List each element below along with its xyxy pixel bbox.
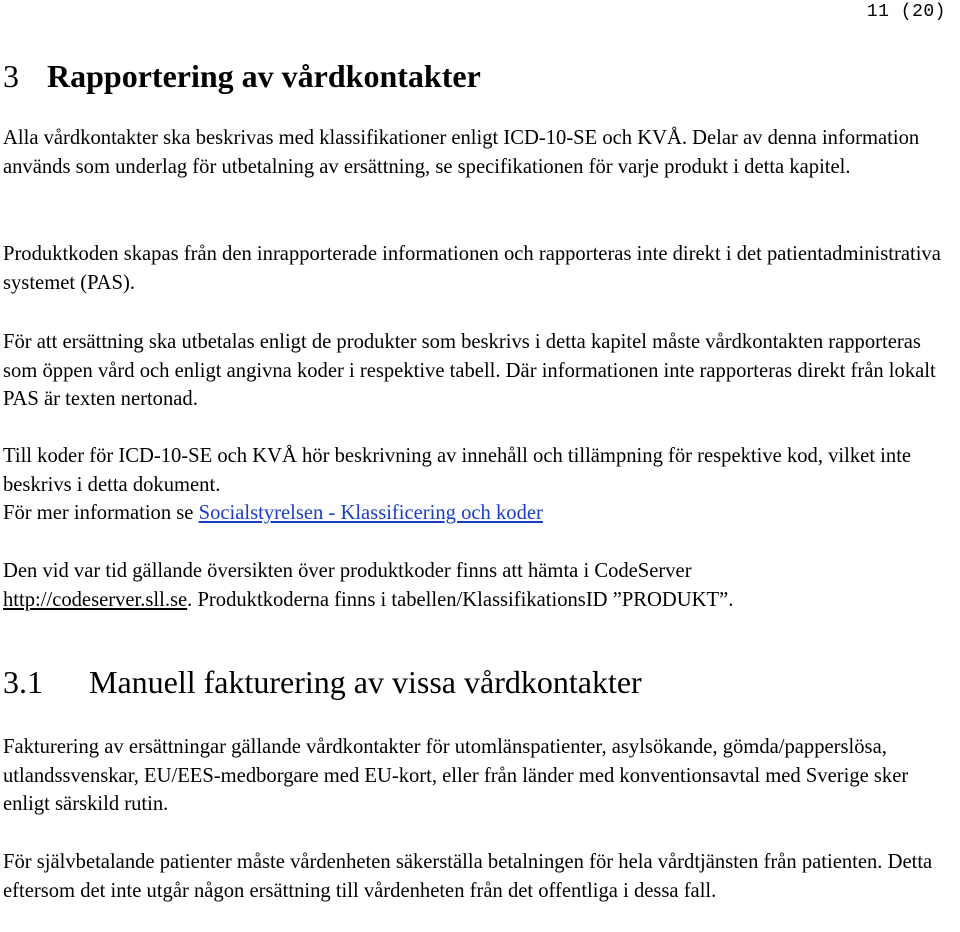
- socialstyrelsen-link[interactable]: Socialstyrelsen - Klassificering och koder: [198, 502, 543, 524]
- codeserver-url-link[interactable]: http://codeserver.sll.se: [3, 588, 188, 611]
- section-title: Rapportering av vårdkontakter: [47, 58, 481, 94]
- section-number: 3: [3, 58, 19, 94]
- paragraph-product-code: Produktkoden skapas från den inrapporterade informationen och rapporteras inte direkt i det patientadministrativa systemet (PAS).: [3, 243, 941, 294]
- paragraph-manual-invoicing: Fakturering av ersättningar gällande vårdkontakter för utomlänspatienter, asylsökande, gömda/papperslösa, utlandssvenskar, EU/EES-medborgare med EU-kort, eller från länder med konventionsavtal med Sverige sker enligt särskild rutin.: [3, 736, 909, 815]
- paragraph-classifications: Alla vårdkontakter ska beskrivas med klassifikationer enligt ICD-10-SE och KVÅ. Delar av denna information används som underlag för utbetalning av ersättning, se specifikationen för varje produkt i detta kapitel.: [3, 127, 920, 178]
- codes-description-text: Till koder för ICD-10-SE och KVÅ hör beskrivning av innehåll och tillämpning för respektive kod, vilket inte beskrivs i detta dokument.: [3, 445, 912, 496]
- paragraph-reimbursement: För att ersättning ska utbetalas enligt de produkter som beskrivs i detta kapitel måste vårdkontakten rapporteras som öppen vård och enligt angivna koder i respektive tabell. Där informationen inte rapporteras direkt från lokalt PAS är texten nertonad.: [3, 331, 936, 410]
- paragraph-self-paying: För självbetalande patienter måste vårdenheten säkerställa betalningen för hela vårdtjänsten från patienten. Detta eftersom det inte utgår någon ersättning till vårdenheten från det offentliga i dessa fall.: [3, 851, 933, 902]
- more-info-text: För mer information se: [3, 502, 199, 524]
- codeserver-suffix: . Produktkoderna finns i tabellen/KlassifikationsID ”PRODUKT”.: [187, 588, 734, 611]
- page-number: 11 (20): [866, 2, 946, 22]
- paragraph-codeserver: [3, 557, 953, 614]
- paragraph-codes-description: [3, 442, 953, 528]
- section-heading-3: [3, 58, 481, 95]
- subsection-title: Manuell fakturering av vissa vårdkontakter: [89, 664, 642, 700]
- codeserver-text: Den vid var tid gällande översikten över produktkoder finns att hämta i CodeServer: [3, 560, 692, 582]
- section-heading-3-1: [3, 664, 642, 701]
- subsection-number: 3.1: [3, 664, 43, 700]
